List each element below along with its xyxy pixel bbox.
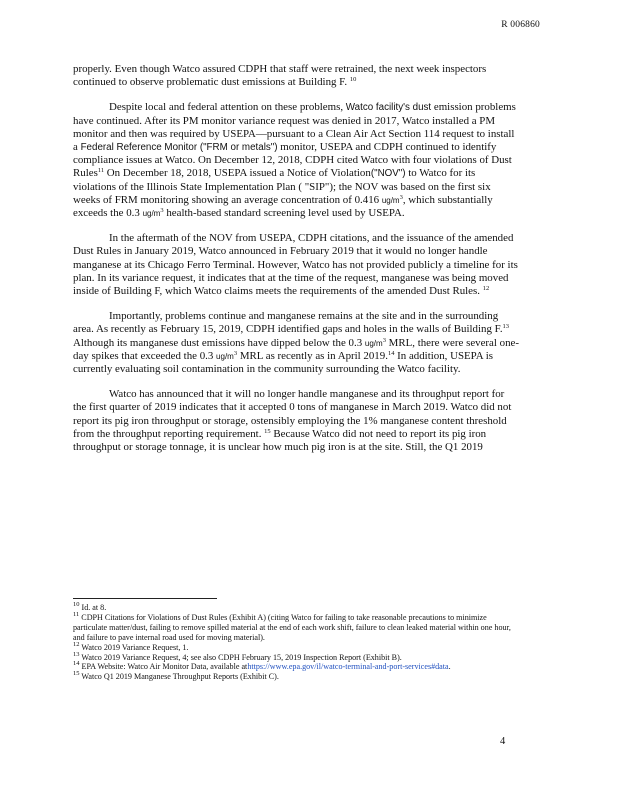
footnote-14: $^{14}$ EPA Website: Watco Air Monitor Data, available athttps://www.epa.gov/il/watco-terminal-and-port-services#data. (73, 660, 451, 672)
footnote-ref-10: 10 (349, 76, 357, 84)
footnote-11: $^{11}$ CDPH Citations for Violations of Dust Rules (Exhibit A) (citing Watco for failing to take reasonable precautions to minimize particulate matter/dust, failing to remove spilled material at the end of each work shift, failure to clean leaked material within one hour, and failure to pave internal road used for moving material). (73, 610, 511, 642)
paragraph-1: properly. Even though Watco assured CDPH that staff were retrained, the next week inspectors continued to observe problematic dust emissions at Building F. $^{10}$ (73, 63, 487, 89)
footnote-13: $^{13}$ Watco 2019 Variance Request, 4; see also CDPH February 15, 2019 Inspection Report (Exhibit B). (73, 650, 402, 662)
paragraph-3: In the aftermath of the NOV from USEPA, CDPH citations, and the issuance of the amended Dust Rules in January 2019, Watco announced in February 2019 that it would no longer handle manganese at its Chicago Ferro Terminal. However, Watco has not provided publicly a timeline for its plan. In its variance request, it indicates that at the time of the request, manganese was being moved inside of Building F, which Watco claims meets the requirements of the amended Dust Rules. $^{12}$ (73, 232, 518, 298)
footnote-ref-13: 13 (502, 323, 510, 331)
paragraph-2: Despite local and federal attention on these problems, Watco facility's dust emission problems have continued. After its PM monitor variance request was denied in 2017, Watco installed a PM monitor and then was required by USEPA—pursuant to a Clean Air Act Section 114 request to install a Federal Reference Monitor ("FRM or metals") monitor, USEPA and CDPH continued to identify compliance issues at Watco. On December 12, 2018, CDPH cited Watco with four violations of Dust Rules$^{11}$ On December 18, 2018, USEPA issued a Notice of Violation("NOV") to Watco for its violations of the Illinois State Implementation Plan ( "SIP"); the NOV was based on the first six weeks of FRM monitoring showing an average concentration of 0.416 $ug/m^3$, which substantially exceeds the 0.3 $ug/m^3$ health-based standard screening level used by USEPA. (73, 101, 516, 220)
footnotes (73, 603, 513, 682)
bates-number: R 006860 (501, 20, 540, 30)
footnote-ref-15: 15 (264, 427, 271, 435)
footnote-10: $^{10}$ Id. at 8. (73, 601, 107, 612)
body-text (73, 63, 519, 466)
footnote-separator (73, 598, 217, 599)
unit-label: ug/m (381, 195, 400, 205)
footnote-ref-14: 14 (387, 349, 395, 357)
epa-website-link[interactable]: https://www.epa.gov/il/watco-terminal-and-port-services#data (247, 662, 449, 672)
paragraph-4: Importantly, problems continue and manganese remains at the site and in the surrounding area. As recently as February 15, 2019, CDPH identified gaps and holes in the walls of Building F.$^{13}$ Although its manganese dust emissions have dipped below the 0.3 $ug/m^3$ MRL, there were several one-day spikes that exceeded the 0.3 $ug/m^3$ MRL as recently as in April 2019.14 In addition, USEPA is currently evaluating soil contamination in the community surrounding the Watco facility. (73, 310, 519, 376)
page-number: 4 (500, 736, 506, 747)
unit-label: ug/m (216, 351, 234, 361)
footnote-12: $^{12}$ Watco 2019 Variance Request, 1. (73, 640, 189, 652)
footnote-ref-12: 12 (482, 285, 490, 293)
unit-label: ug/m (142, 209, 161, 219)
footnote-15: $^{15}$ Watco Q1 2019 Manganese Throughput Reports (Exhibit C). (73, 670, 279, 682)
unit-label: ug/m (364, 338, 383, 348)
footnote-ref-11: 11 (97, 167, 105, 175)
paragraph-5: Watco has announced that it will no longer handle manganese and its throughput report for the first quarter of 2019 indicates that it accepted 0 tons of manganese in March 2019. Watco did not report its pig iron throughput or storage, ostensibly employing the 1% manganese content threshold from the throughput reporting requirement. $^{15}$ Because Watco did not need to report its pig iron throughput or storage tonnage, it is unclear how much pig iron is at the site. Still, the Q1 2019 (73, 388, 512, 454)
